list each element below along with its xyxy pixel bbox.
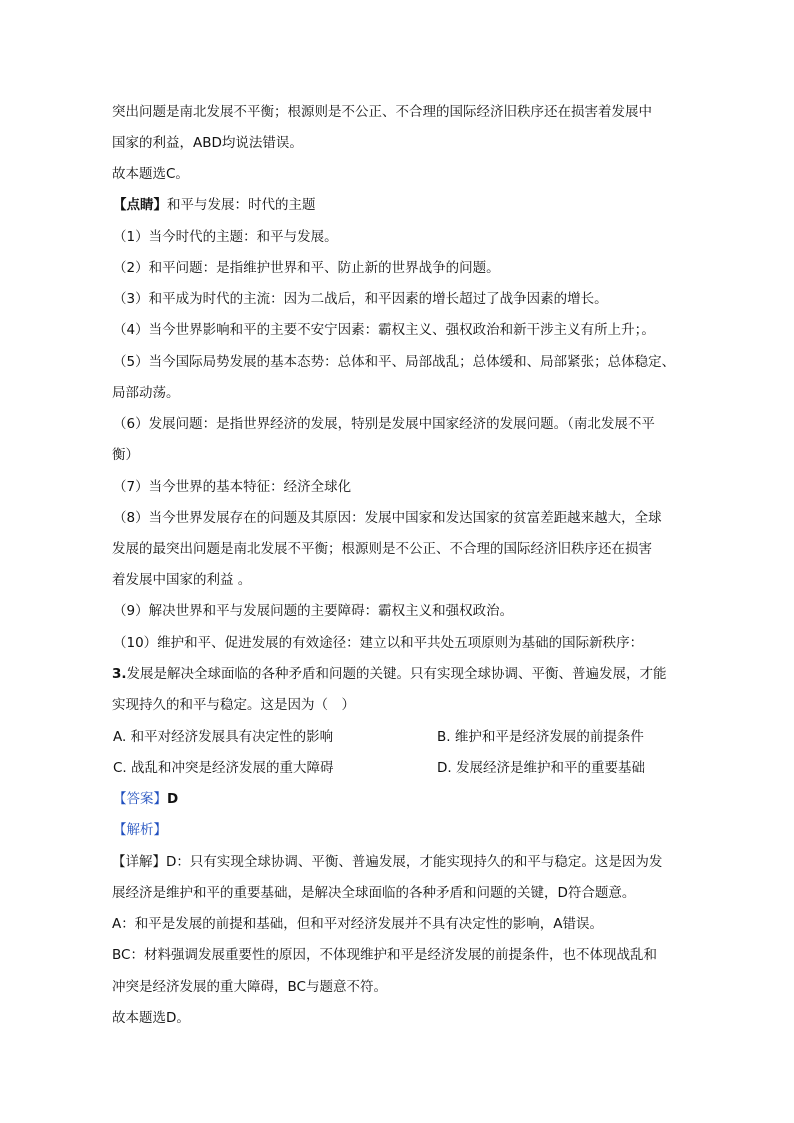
- text-line: 局部动荡。: [112, 385, 180, 401]
- option-c: C. 战乱和冲突是经济发展的重大障碍: [113, 760, 334, 776]
- text-line: （6）发展问题：是指世界经济的发展，特别是发展中国家经济的发展问题。（南北发展不平: [113, 416, 655, 432]
- text-line: A：和平是发展的前提和基础，但和平对经济发展并不具有决定性的影响，A错误。: [112, 916, 603, 932]
- text-line: （4）当今世界影响和平的主要不安宁因素：霸权主义、强权政治和新干涉主义有所上升；。: [113, 322, 655, 338]
- detail-tag: 【详解】: [112, 854, 166, 870]
- answer-line: [113, 789, 178, 809]
- question-text: 发展是解决全球面临的各种矛盾和问题的关键。只有实现全球协调、平衡、普遍发展，才能: [126, 666, 667, 682]
- text-line: BC：材料强调发展重要性的原因，不体现维护和平是经济发展的前提条件，也不体现战乱和: [112, 947, 657, 963]
- text-line: （10）维护和平、促进发展的有效途径：建立以和平共处五项原则为基础的国际新秩序：: [113, 635, 644, 651]
- tip-tag: 【点睛】: [113, 197, 167, 213]
- question-number: 3.: [112, 666, 127, 682]
- option-a: A. 和平对经济发展具有决定性的影响: [113, 729, 334, 745]
- analysis-tag: 【解析】: [113, 822, 167, 838]
- option-d: D. 发展经济是维护和平的重要基础: [437, 760, 645, 776]
- answer-tag: 【答案】: [113, 791, 167, 807]
- text-line: 发展的最突出问题是南北发展不平衡；根源则是不公正、不合理的国际经济旧秩序还在损害: [112, 541, 652, 557]
- answer-value: D: [167, 791, 179, 807]
- option-b: B. 维护和平是经济发展的前提条件: [437, 729, 644, 745]
- text-line: 着发展中国家的利益 。: [112, 572, 252, 588]
- text-line: 展经济是维护和平的重要基础，是解决全球面临的各种矛盾和问题的关键，D符合题意。: [112, 885, 636, 901]
- text-line: （8）当今世界发展存在的问题及其原因：发展中国家和发达国家的贫富差距越来越大，全球: [113, 510, 662, 526]
- text-line: （2）和平问题：是指维护世界和平、防止新的世界战争的问题。: [113, 260, 500, 276]
- text-line: 故本题选C。: [112, 166, 189, 182]
- text-line: 衡）: [112, 447, 139, 463]
- text-line: （9）解决世界和平与发展问题的主要障碍：霸权主义和强权政治。: [113, 603, 514, 619]
- text-line: 故本题选D。: [112, 1010, 190, 1026]
- question-stem-cont: 实现持久的和平与稳定。这是因为（ ）: [112, 697, 355, 713]
- tip-heading: [113, 195, 316, 215]
- question-stem: [112, 664, 667, 684]
- text-line: 国家的利益，ABD均说法错误。: [112, 135, 303, 151]
- text-line: （7）当今世界的基本特征：经济全球化: [113, 479, 352, 495]
- text-line: 冲突是经济发展的重大障碍，BC与题意不符。: [112, 979, 387, 995]
- detail-text: D：只有实现全球协调、平衡、普遍发展，才能实现持久的和平与稳定。这是因为发: [166, 854, 663, 870]
- text-line: （3）和平成为时代的主流：因为二战后，和平因素的增长超过了战争因素的增长。: [113, 291, 608, 307]
- text-line: 突出问题是南北发展不平衡；根源则是不公正、不合理的国际经济旧秩序还在损害着发展中: [112, 104, 652, 120]
- text-line: （5）当今国际局势发展的基本态势：总体和平、局部战乱；总体缓和、局部紧张；总体稳定、: [113, 354, 676, 370]
- detail-line: [112, 852, 662, 872]
- tip-title: 和平与发展：时代的主题: [167, 197, 316, 213]
- text-line: （1）当今时代的主题：和平与发展。: [113, 229, 338, 245]
